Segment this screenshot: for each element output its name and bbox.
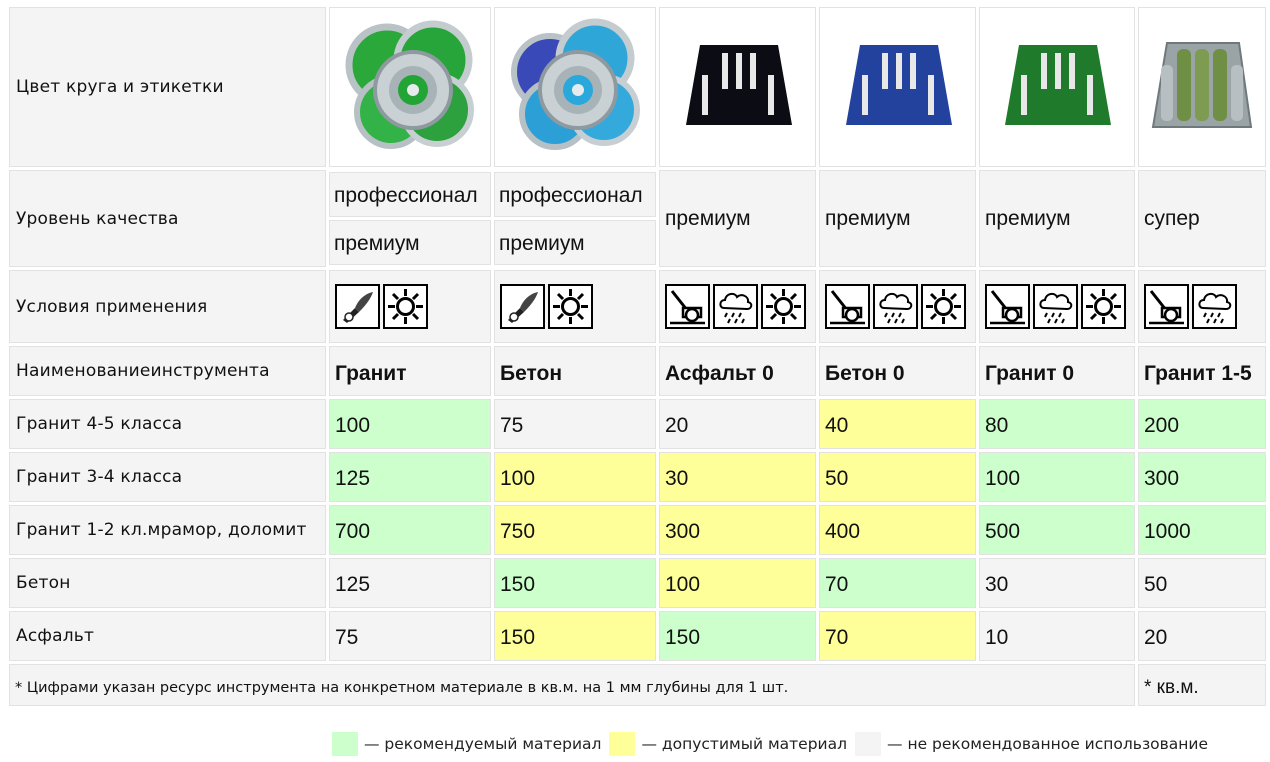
- resource-value: 20: [659, 399, 816, 449]
- resource-value: 75: [494, 399, 656, 449]
- quality-cell-2: премиум: [659, 170, 816, 267]
- resource-value: 300: [659, 505, 816, 555]
- material-label: Бетон: [9, 558, 326, 608]
- resource-value: 70: [819, 558, 976, 608]
- resource-value: 100: [979, 452, 1135, 502]
- resource-value: 70: [819, 611, 976, 661]
- resource-value: 75: [329, 611, 491, 661]
- footnote-unit: * кв.м.: [1138, 664, 1266, 706]
- image-row: [9, 7, 1266, 167]
- quality-top: профессионал: [329, 172, 491, 217]
- resource-value: 100: [659, 558, 816, 608]
- resource-value: 300: [1138, 452, 1266, 502]
- quality-cell-1: [494, 170, 656, 267]
- conditions-cell-0: [329, 270, 491, 343]
- row-label-color: Цвет круга и этикетки: [9, 7, 326, 167]
- conditions-cell-5: [1138, 270, 1266, 343]
- resource-value: 30: [979, 558, 1135, 608]
- product-name-5: Гранит 1-5: [1138, 346, 1266, 396]
- floor-saw-icon: [1144, 284, 1189, 329]
- row-label-conditions: Условия применения: [9, 270, 326, 343]
- legend-swatch-not-recommended: [855, 732, 881, 756]
- quality-cell-0: [329, 170, 491, 267]
- product-name-2: Асфальт 0: [659, 346, 816, 396]
- resource-value: 30: [659, 452, 816, 502]
- product-image-super-segment: [1138, 7, 1266, 167]
- quality-row: [9, 170, 1266, 267]
- conditions-cell-3: [819, 270, 976, 343]
- legend: [332, 732, 1216, 756]
- legend-swatch-acceptable: [609, 732, 635, 756]
- resource-value: 200: [1138, 399, 1266, 449]
- material-row: [9, 558, 1266, 608]
- resource-value: 10: [979, 611, 1135, 661]
- legend-text-not-recommended: — не рекомендованное использование: [887, 735, 1209, 753]
- resource-value: 150: [494, 558, 656, 608]
- product-name-0: Гранит: [329, 346, 491, 396]
- legend-text-recommended: — рекомендуемый материал: [364, 735, 602, 753]
- resource-value: 100: [494, 452, 656, 502]
- resource-value: 150: [494, 611, 656, 661]
- product-image-black-segment: [659, 7, 816, 167]
- resource-value: 750: [494, 505, 656, 555]
- product-name-3: Бетон 0: [819, 346, 976, 396]
- name-row: [9, 346, 1266, 396]
- quality-cell-5: супер: [1138, 170, 1266, 267]
- rain-icon: [1033, 284, 1078, 329]
- conditions-row: [9, 270, 1266, 343]
- resource-value: 125: [329, 452, 491, 502]
- resource-value: 150: [659, 611, 816, 661]
- material-row: [9, 452, 1266, 502]
- rain-icon: [1192, 284, 1237, 329]
- product-name-1: Бетон: [494, 346, 656, 396]
- resource-value: 50: [1138, 558, 1266, 608]
- resource-value: 80: [979, 399, 1135, 449]
- resource-value: 700: [329, 505, 491, 555]
- material-row: [9, 611, 1266, 661]
- grinder-icon: [500, 284, 545, 329]
- footnote-row: [9, 664, 1266, 706]
- material-row: [9, 399, 1266, 449]
- footnote: * Цифрами указан ресурс инструмента на конкретном материале в кв.м. на 1 мм глубины для 1 шт.: [9, 664, 1135, 706]
- row-label-quality: Уровень качества: [9, 170, 326, 267]
- grinder-icon: [335, 284, 380, 329]
- product-image-blue-cup-wheels: [494, 7, 656, 167]
- quality-bottom: премиум: [329, 220, 491, 265]
- conditions-cell-4: [979, 270, 1135, 343]
- row-label-name: Наименованиеинструмента: [9, 346, 326, 396]
- sun-icon: [548, 284, 593, 329]
- material-label: Асфальт: [9, 611, 326, 661]
- resource-value: 500: [979, 505, 1135, 555]
- quality-cell-4: премиум: [979, 170, 1135, 267]
- resource-value: 1000: [1138, 505, 1266, 555]
- product-image-green-cup-wheels: [329, 7, 491, 167]
- resource-value: 100: [329, 399, 491, 449]
- floor-saw-icon: [825, 284, 870, 329]
- conditions-cell-2: [659, 270, 816, 343]
- sun-icon: [1081, 284, 1126, 329]
- sun-icon: [383, 284, 428, 329]
- resource-value: 125: [329, 558, 491, 608]
- resource-value: 40: [819, 399, 976, 449]
- material-label: Гранит 1-2 кл.мрамор, доломит: [9, 505, 326, 555]
- quality-top: профессионал: [494, 172, 656, 217]
- quality-bottom: премиум: [494, 220, 656, 265]
- product-name-4: Гранит 0: [979, 346, 1135, 396]
- floor-saw-icon: [985, 284, 1030, 329]
- material-label: Гранит 3-4 класса: [9, 452, 326, 502]
- floor-saw-icon: [665, 284, 710, 329]
- legend-text-acceptable: — допустимый материал: [641, 735, 848, 753]
- quality-cell-3: премиум: [819, 170, 976, 267]
- rain-icon: [713, 284, 758, 329]
- resource-value: 20: [1138, 611, 1266, 661]
- product-image-blue-segment: [819, 7, 976, 167]
- legend-swatch-recommended: [332, 732, 358, 756]
- resource-table: [6, 4, 1269, 709]
- material-row: [9, 505, 1266, 555]
- sun-icon: [761, 284, 806, 329]
- conditions-cell-1: [494, 270, 656, 343]
- resource-value: 50: [819, 452, 976, 502]
- product-image-green-segment: [979, 7, 1135, 167]
- sun-icon: [921, 284, 966, 329]
- resource-value: 400: [819, 505, 976, 555]
- rain-icon: [873, 284, 918, 329]
- material-label: Гранит 4-5 класса: [9, 399, 326, 449]
